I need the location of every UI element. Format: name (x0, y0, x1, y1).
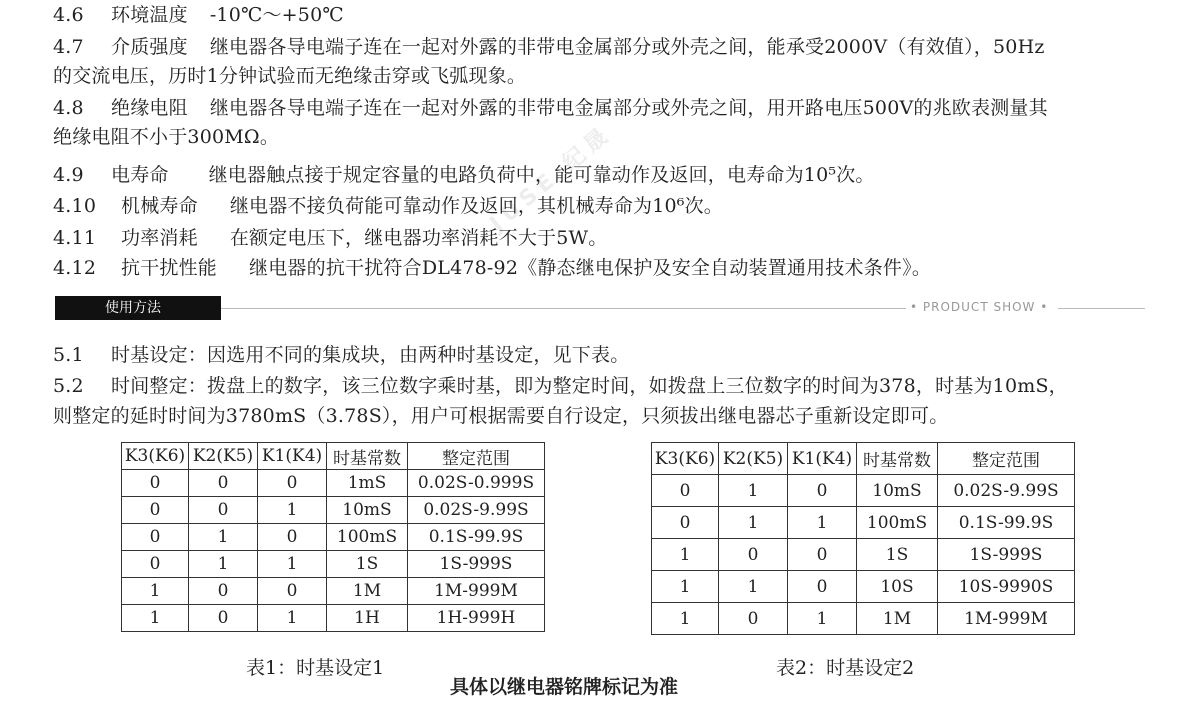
table-cell: 1 (652, 571, 719, 603)
table-cell: 0 (189, 470, 258, 497)
table-cell: 10mS (857, 475, 938, 507)
table-cell: 0.02S-9.99S (938, 475, 1075, 507)
table-cell: 1 (652, 603, 719, 635)
table-cell: 10S-9990S (938, 571, 1075, 603)
table-cell: 0 (122, 524, 189, 551)
table-cell: 1 (258, 605, 327, 632)
spec-line-4-9: 4.9 电寿命 继电器触点接于规定容量的电路负荷中，能可靠动作及返回，电寿命为10⁵次。 (53, 164, 875, 186)
table-cell: 1 (258, 497, 327, 524)
table-cell: 0 (652, 475, 719, 507)
spec-line-4-11: 4.11 功率消耗 在额定电压下，继电器功率消耗不大于5W。 (53, 227, 608, 249)
time-base-table-2 (651, 442, 1075, 635)
table-cell: 1mS (327, 470, 408, 497)
table-cell: 1H (327, 605, 408, 632)
table-cell: 1S (857, 539, 938, 571)
col-k3: K3(K6) (652, 443, 719, 475)
section-divider (221, 308, 906, 309)
table-cell: 1 (652, 539, 719, 571)
table-row (652, 603, 1075, 635)
table-cell: 0 (258, 578, 327, 605)
table-cell: 1H-999H (408, 605, 545, 632)
table-cell: 10mS (327, 497, 408, 524)
col-k2: K2(K5) (189, 443, 258, 470)
table-row (652, 539, 1075, 571)
table-header-row (122, 443, 545, 470)
table-cell: 0 (122, 497, 189, 524)
table-cell: 1 (719, 571, 788, 603)
table-cell: 0.02S-9.99S (408, 497, 545, 524)
table-cell: 0 (719, 603, 788, 635)
col-range: 整定范围 (938, 443, 1075, 475)
table-cell: 0 (788, 571, 857, 603)
col-k1: K1(K4) (788, 443, 857, 475)
table-cell: 1M-999M (408, 578, 545, 605)
table-cell: 100mS (857, 507, 938, 539)
table-cell: 1 (189, 551, 258, 578)
table-cell: 10S (857, 571, 938, 603)
table-cell: 0 (258, 470, 327, 497)
table-cell: 1 (122, 578, 189, 605)
spec-line-4-10: 4.10 机械寿命 继电器不接负荷能可靠动作及返回，其机械寿命为10⁶次。 (53, 195, 724, 217)
table-2-caption: 表2：时基设定2 (776, 657, 915, 679)
col-range: 整定范围 (408, 443, 545, 470)
usage-line-5-1: 5.1 时基设定：因选用不同的集成块，由两种时基设定，见下表。 (53, 344, 630, 366)
col-k3: K3(K6) (122, 443, 189, 470)
section-header: 使用方法 (55, 296, 221, 320)
spec-line-4-6: 4.6 环境温度 -10℃～+50℃ (53, 4, 344, 26)
table-row (122, 497, 545, 524)
col-k1: K1(K4) (258, 443, 327, 470)
product-show-label: • PRODUCT SHOW • (910, 300, 1049, 314)
usage-line-5-2: 5.2 时间整定：拨盘上的数字，该三位数字乘时基，即为整定时间，如拨盘上三位数字的时间为378，时基为10mS， (53, 375, 1068, 397)
table-row (122, 551, 545, 578)
section-divider-right (1058, 308, 1145, 309)
table-cell: 0 (122, 470, 189, 497)
table-cell: 0.02S-0.999S (408, 470, 545, 497)
time-base-table-1 (121, 442, 545, 632)
spec-line-4-7: 4.7 介质强度 继电器各导电端子连在一起对外露的非带电金属部分或外壳之间，能承受2000V（有效值），50Hz (53, 36, 1045, 58)
table-cell: 100mS (327, 524, 408, 551)
watermark: JUSE 纪晟 (485, 120, 617, 237)
table-cell: 0 (788, 475, 857, 507)
table-cell: 0.1S-99.9S (408, 524, 545, 551)
spec-line-4-7-cont: 的交流电压，历时1分钟试验而无绝缘击穿或飞弧现象。 (53, 65, 527, 87)
table-cell: 0 (258, 524, 327, 551)
table-cell: 1 (189, 524, 258, 551)
table-cell: 0 (122, 551, 189, 578)
table-header-row (652, 443, 1075, 475)
table-cell: 1 (258, 551, 327, 578)
table-row (652, 571, 1075, 603)
table-row (122, 578, 545, 605)
col-time-base: 时基常数 (857, 443, 938, 475)
table-cell: 0 (189, 578, 258, 605)
table-row (122, 470, 545, 497)
table-cell: 1 (719, 475, 788, 507)
table-cell: 1M (327, 578, 408, 605)
table-cell: 1S-999S (938, 539, 1075, 571)
table-cell: 1 (788, 507, 857, 539)
table-cell: 1S-999S (408, 551, 545, 578)
spec-line-4-8: 4.8 绝缘电阻 继电器各导电端子连在一起对外露的非带电金属部分或外壳之间，用开路电压500V的兆欧表测量其 (53, 97, 1048, 119)
table-cell: 1S (327, 551, 408, 578)
table-row (122, 524, 545, 551)
table-cell: 0 (189, 605, 258, 632)
table-cell: 1M (857, 603, 938, 635)
spec-line-4-12: 4.12 抗干扰性能 继电器的抗干扰符合DL478-92《静态继电保护及安全自动装置通用技术条件》。 (53, 257, 932, 279)
table-row (122, 605, 545, 632)
table-cell: 0 (189, 497, 258, 524)
usage-line-5-2-cont: 则整定的延时时间为3780mS（3.78S），用户可根据需要自行设定，只须拔出继电器芯子重新设定即可。 (53, 405, 949, 427)
table-cell: 0 (719, 539, 788, 571)
table-cell: 1 (788, 603, 857, 635)
nameplate-note: 具体以继电器铭牌标记为准 (450, 676, 679, 698)
table-cell: 0 (788, 539, 857, 571)
table-cell: 0 (652, 507, 719, 539)
table-cell: 0.1S-99.9S (938, 507, 1075, 539)
table-row (652, 475, 1075, 507)
table-1-caption: 表1：时基设定1 (246, 657, 385, 679)
spec-line-4-8-cont: 绝缘电阻不小于300MΩ。 (53, 126, 280, 148)
table-cell: 1M-999M (938, 603, 1075, 635)
col-time-base: 时基常数 (327, 443, 408, 470)
table-cell: 1 (719, 507, 788, 539)
col-k2: K2(K5) (719, 443, 788, 475)
table-row (652, 507, 1075, 539)
table-cell: 1 (122, 605, 189, 632)
